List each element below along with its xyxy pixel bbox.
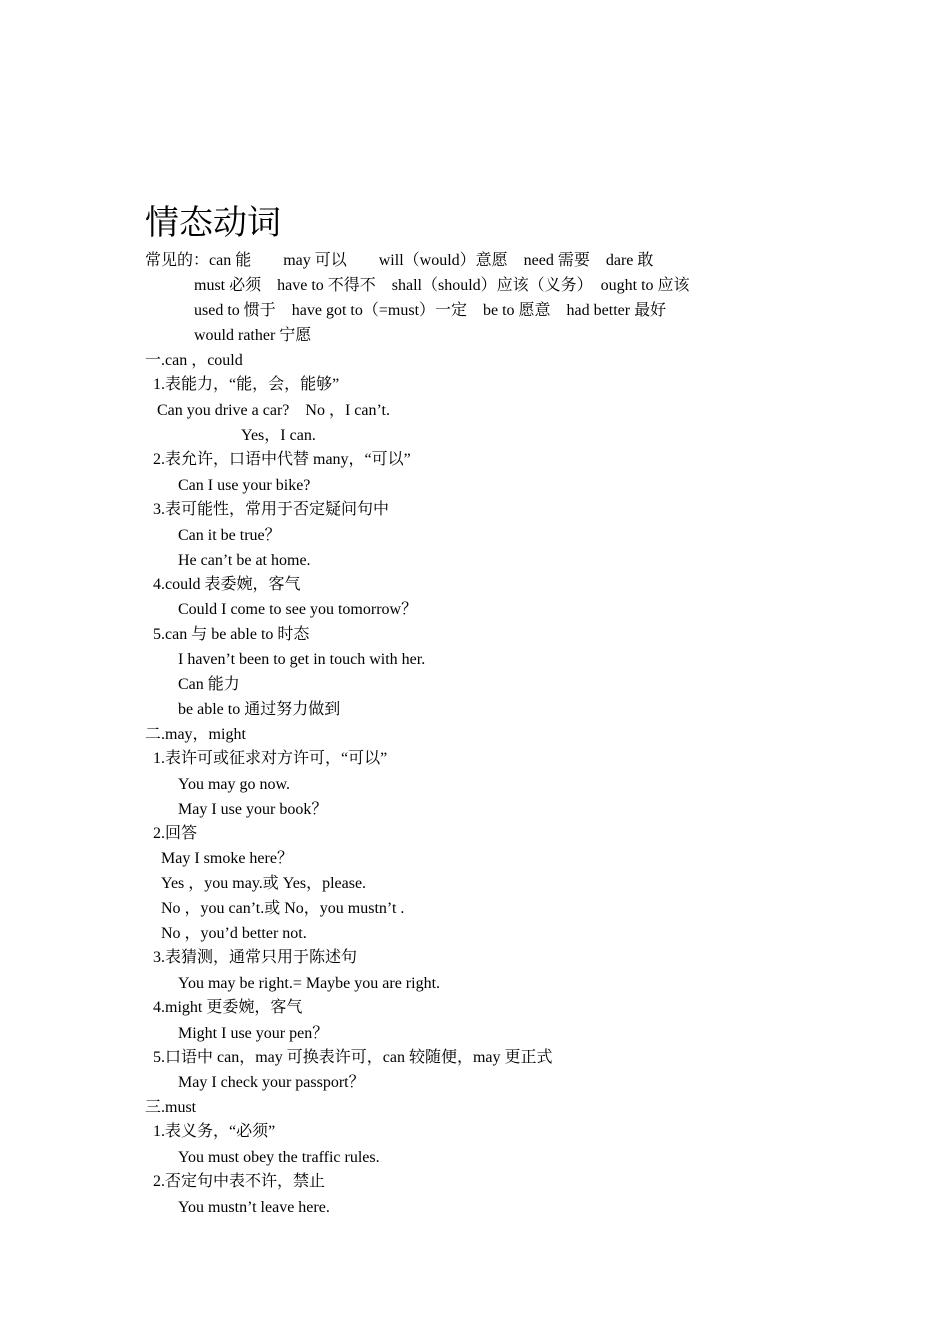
text-line: Yes ，you may.或 Yes，please.: [161, 875, 367, 892]
text-line: Can I use your bike?: [178, 477, 311, 494]
text-line: 3.表可能性，常用于否定疑问句中: [153, 501, 390, 518]
text-line: Yes，I can.: [241, 427, 316, 444]
text-line: Can it be true？: [178, 527, 281, 544]
text-line: must 必须 have to 不得不 shall（should）应该（义务） ought to 应该: [194, 277, 690, 294]
document-title: 情态动词: [145, 203, 281, 243]
text-line: May I smoke here？: [161, 850, 293, 867]
text-line: You must obey the traffic rules.: [178, 1149, 380, 1166]
text-line: 2.否定句中表不许，禁止: [153, 1173, 326, 1190]
text-line: 3.表猜测，通常只用于陈述句: [153, 949, 358, 966]
text-line: Might I use your pen？: [178, 1025, 329, 1042]
text-line: 2.表允许，口语中代替 many，“可以”: [153, 451, 411, 468]
text-line: 1.表许可或征求对方许可，“可以”: [153, 750, 388, 767]
text-line: May I check your passport？: [178, 1074, 365, 1091]
text-line: 4.could 表委婉，客气: [153, 576, 301, 593]
text-line: Could I come to see you tomorrow？: [178, 601, 418, 618]
section-heading: 二.may，might: [145, 726, 246, 743]
text-line: You may be right.= Maybe you are right.: [178, 975, 441, 992]
text-line: 2.回答: [153, 825, 198, 842]
text-line: 5.can 与 be able to 时态: [153, 626, 310, 643]
text-line: be able to 通过努力做到: [178, 701, 341, 718]
text-line: He can’t be at home.: [178, 552, 311, 569]
text-line: You mustn’t leave here.: [178, 1199, 330, 1216]
text-line: You may go now.: [178, 776, 291, 793]
text-line: May I use your book？: [178, 801, 328, 818]
text-line: Can you drive a car? No ，I can’t.: [157, 402, 390, 419]
text-line: 1.表能力，“能，会，能够”: [153, 376, 340, 393]
section-heading: 一.can ，could: [145, 352, 243, 369]
text-line: I haven’t been to get in touch with her.: [178, 651, 426, 668]
text-line: No ，you’d better not.: [161, 925, 307, 942]
text-line: used to 惯于 have got to（=must）一定 be to 愿意 had better 最好: [194, 302, 667, 319]
text-line: 5.口语中 can，may 可换表许可，can 较随便，may 更正式: [153, 1049, 553, 1066]
text-line: 1.表义务，“必须”: [153, 1123, 276, 1140]
section-heading: 三.must: [145, 1099, 197, 1116]
text-line: would rather 宁愿: [194, 327, 312, 344]
text-line: 4.might 更委婉，客气: [153, 999, 303, 1016]
text-line: No ，you can’t.或 No，you mustn’t .: [161, 900, 405, 917]
text-line: Can 能力: [178, 676, 240, 693]
text-line: 常见的：can 能 may 可以 will（would）意愿 need 需要 dare 敢: [145, 252, 654, 269]
